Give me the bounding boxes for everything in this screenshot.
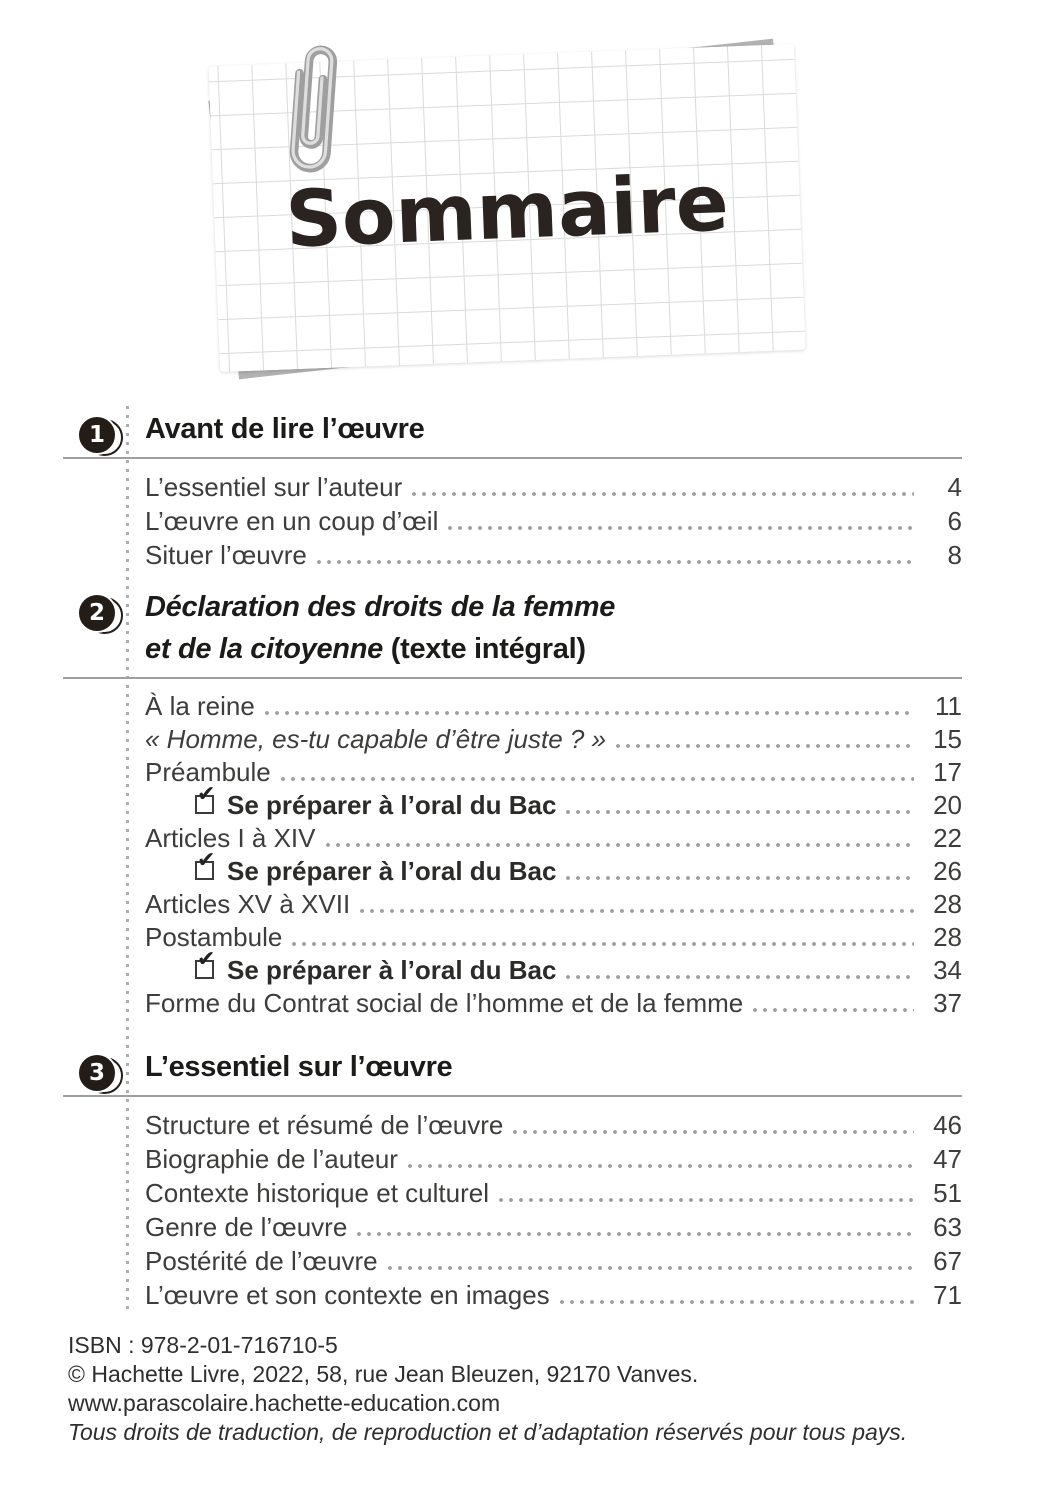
section-2 <box>0 586 1042 1020</box>
section-3 <box>0 1046 1042 1312</box>
toc-entry-label <box>145 1176 489 1210</box>
toc-entry-text: Se préparer à l’oral du Bac <box>227 856 557 886</box>
toc-entry-page: 22 <box>933 823 962 853</box>
toc-entry-label <box>145 504 438 538</box>
toc-entry-page: 8 <box>947 540 962 570</box>
footer-rights: Tous droits de traduction, de reproduction et d’adaptation réservés pour tous pays. <box>68 1419 908 1445</box>
paperclip-icon <box>268 29 355 196</box>
toc-entry-text: Postérité de l’œuvre <box>145 1246 378 1276</box>
toc-entry-text: Forme du Contrat social de l’homme et de la femme <box>145 988 744 1018</box>
check-mark-glyph: ✔ <box>197 848 216 873</box>
toc-entry-text: Préambule <box>145 757 271 787</box>
toc-entry <box>145 822 962 855</box>
dot-leader <box>292 942 914 946</box>
toc-entry-list <box>145 1108 962 1312</box>
toc-entry-page: 51 <box>933 1178 962 1208</box>
toc-entry-text: Articles XV à XVII <box>145 889 351 919</box>
dot-leader <box>566 810 914 814</box>
section-title-italic-part: Déclaration des droits de la femme <box>145 591 616 623</box>
section-title-line <box>145 628 962 670</box>
section-title <box>145 586 962 670</box>
toc-entry <box>145 723 962 756</box>
section-number: 2 <box>77 593 117 633</box>
dot-leader <box>317 560 914 564</box>
toc-entry-label <box>145 848 557 888</box>
toc-entry-page: 71 <box>933 1280 962 1310</box>
toc-entry-text: Contexte historique et culturel <box>145 1178 489 1208</box>
toc-entry-page: 6 <box>947 506 962 536</box>
section-number-badge <box>77 593 125 639</box>
section-number-badge <box>77 1053 125 1099</box>
toc-entry <box>145 921 962 954</box>
toc-entry-page: 37 <box>933 988 962 1018</box>
section-number: 3 <box>77 1053 117 1093</box>
toc-entry-page: 28 <box>933 922 962 952</box>
toc-entry-label <box>145 822 316 855</box>
dot-leader <box>326 843 915 847</box>
toc-entry-text: Biographie de l’auteur <box>145 1144 398 1174</box>
check-mark-glyph: ✔ <box>197 947 216 972</box>
section-title-italic-part: et de la citoyenne <box>145 633 383 665</box>
toc-entry <box>145 690 962 723</box>
dot-leader <box>408 1164 914 1168</box>
toc-entry-text: Articles I à XIV <box>145 823 316 853</box>
toc-entry-list <box>145 470 962 572</box>
footer <box>68 1331 907 1447</box>
toc-entry-text: L’œuvre et son contexte en images <box>145 1280 550 1310</box>
toc-entry-page: 11 <box>935 691 962 721</box>
toc-entry <box>145 538 962 572</box>
toc-entry <box>145 1176 962 1210</box>
sommaire-note <box>214 55 800 361</box>
toc-entry-label <box>145 947 557 987</box>
toc-entry-label <box>145 723 606 756</box>
toc-entry <box>145 947 962 987</box>
dot-leader <box>360 909 914 913</box>
toc-entry <box>145 888 962 921</box>
check-mark-glyph: ✔ <box>197 782 216 807</box>
toc-entry-text: Genre de l’œuvre <box>145 1212 348 1242</box>
toc-entry-label <box>145 1142 398 1176</box>
toc-entry <box>145 1210 962 1244</box>
dot-leader <box>566 975 914 979</box>
section-number: 1 <box>77 415 117 455</box>
toc-entry-text: L’œuvre en un coup d’œil <box>145 506 439 536</box>
section-title-line <box>145 408 962 450</box>
toc-entry-text: « Homme, es-tu capable d’être juste ? » <box>145 724 607 754</box>
footer-copyright: © Hachette Livre, 2022, 58, rue Jean Bleuzen, 92170 Vanves. <box>68 1361 699 1387</box>
dot-leader <box>412 492 914 496</box>
toc-entry-text: Postambule <box>145 922 283 952</box>
dot-leader <box>616 744 914 748</box>
toc-entry-text: À la reine <box>145 691 255 721</box>
toc-entry-page: 46 <box>933 1110 962 1140</box>
toc-entry-page: 4 <box>947 472 962 502</box>
page-title: Sommaire <box>284 158 731 266</box>
checkbox-checked-icon <box>195 947 216 979</box>
section-divider <box>63 457 962 459</box>
toc-entry-label <box>145 470 402 504</box>
toc-entry-text: L’essentiel sur l’auteur <box>145 472 403 502</box>
dot-leader <box>566 876 914 880</box>
dot-leader <box>388 1266 914 1270</box>
toc-entry-label <box>145 1244 378 1278</box>
section-number-badge <box>77 415 125 461</box>
footer-isbn: ISBN : 978-2-01-716710-5 <box>68 1332 338 1358</box>
toc-entry-page: 47 <box>933 1144 962 1174</box>
toc-entry-page: 63 <box>933 1212 962 1242</box>
toc-entry <box>145 1108 962 1142</box>
toc-entry-page: 34 <box>933 955 962 985</box>
section-title-regular-part: (texte intégral) <box>382 633 586 665</box>
toc-entry <box>145 504 962 538</box>
toc-entry-page: 20 <box>933 790 962 820</box>
toc-entry-label <box>145 1108 503 1142</box>
toc-entry-label <box>145 1210 347 1244</box>
dot-leader <box>560 1300 914 1304</box>
toc-entry-label <box>145 690 255 723</box>
toc-entry <box>145 1244 962 1278</box>
section-1 <box>0 408 1042 572</box>
toc-entry-page: 17 <box>933 757 962 787</box>
section-title-regular-part: Avant de lire l’œuvre <box>145 413 425 445</box>
toc-entry-text: Situer l’œuvre <box>145 540 307 570</box>
toc-entry <box>145 987 962 1020</box>
dot-leader <box>265 711 914 715</box>
checkbox-checked-icon <box>195 848 216 880</box>
toc-entry-text: Se préparer à l’oral du Bac <box>227 790 557 820</box>
toc-entry-label <box>145 782 557 822</box>
section-title <box>145 408 962 450</box>
section-title <box>145 1046 962 1088</box>
toc-entry-text: Structure et résumé de l’œuvre <box>145 1110 504 1140</box>
checkbox-checked-icon <box>195 782 216 814</box>
toc-entry-label <box>145 987 743 1020</box>
dot-leader <box>513 1130 914 1134</box>
toc-entry <box>145 848 962 888</box>
toc-entry-page: 15 <box>933 724 962 754</box>
toc-entry <box>145 782 962 822</box>
section-divider <box>63 677 962 679</box>
section-title-line <box>145 586 962 628</box>
toc-entry-page: 67 <box>933 1246 962 1276</box>
toc-entry-label <box>145 1278 550 1312</box>
toc-entry-text: Se préparer à l’oral du Bac <box>227 955 557 985</box>
toc-entry <box>145 1278 962 1312</box>
toc-entry-list <box>145 690 962 1020</box>
section-divider <box>63 1095 962 1097</box>
toc-entry-label <box>145 888 350 921</box>
dot-leader <box>357 1232 914 1236</box>
toc-entry-label <box>145 538 307 572</box>
dot-leader <box>499 1198 914 1202</box>
toc-entry <box>145 1142 962 1176</box>
toc-entry-page: 28 <box>933 889 962 919</box>
dot-leader <box>753 1008 914 1012</box>
section-title-regular-part: L’essentiel sur l’œuvre <box>145 1051 453 1083</box>
toc-entry <box>145 470 962 504</box>
toc-entry-page: 26 <box>933 856 962 886</box>
footer-url: www.parascolaire.hachette-education.com <box>68 1390 501 1416</box>
toc-entry <box>145 756 962 789</box>
section-title-line <box>145 1046 962 1088</box>
dot-leader <box>281 777 914 781</box>
dot-leader <box>448 526 914 530</box>
